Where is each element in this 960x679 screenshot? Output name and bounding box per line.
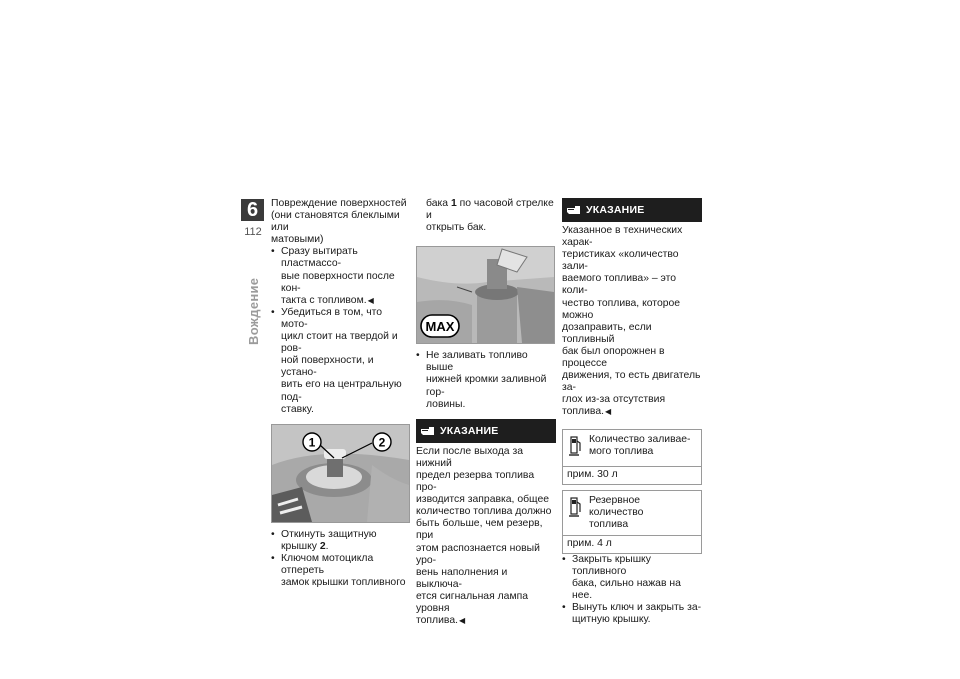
text-line: топлива <box>589 518 629 530</box>
text-line: теристиках «количество зали- <box>562 249 679 273</box>
notice-header <box>416 419 556 443</box>
bullet-item <box>271 307 411 416</box>
text-line: изводится заправка, общее <box>416 494 550 506</box>
text-line: нижней кромки заливной гор- <box>426 374 547 398</box>
text-line: бака, сильно нажав на нее. <box>572 578 681 602</box>
text-line: замок крышки топливного <box>281 577 406 589</box>
text-line: цикл стоит на твердой и ров- <box>281 331 398 355</box>
max-level-label: MAX <box>425 319 455 335</box>
text-line: Не заливать топливо выше <box>426 350 528 374</box>
notice-hand-icon <box>566 203 582 217</box>
text-line: количество топлива должно <box>416 506 552 518</box>
page-number: 112 <box>244 226 262 238</box>
text-line: мого топлива <box>589 445 654 457</box>
text-line: Повреждение поверхностей <box>271 198 407 209</box>
bullet-item <box>271 246 411 306</box>
text-line: такта с топливом. <box>281 294 367 306</box>
text-line: Сразу вытирать пластмассо- <box>281 246 358 270</box>
text-line: глох из-за отсутствия топлива. <box>562 394 666 418</box>
text-line: Откинуть защитную крышку <box>281 528 377 552</box>
text-line: вые поверхности после кон- <box>281 270 395 294</box>
text-line: движения, то есть двигатель за- <box>562 370 701 394</box>
bullet-item <box>271 529 411 553</box>
bullet-item <box>271 553 411 589</box>
text-line: чество топлива, которое можно <box>562 297 681 321</box>
text-line: этом распознается новый уро- <box>416 542 540 566</box>
fuel-pump-icon <box>569 435 582 457</box>
spec-reserve-fuel <box>562 490 702 554</box>
bullet-item <box>562 602 702 626</box>
text-line: матовыми) <box>271 234 324 246</box>
fuel-pump-icon <box>569 496 582 518</box>
reference-number: 2 <box>319 540 326 552</box>
text-line: . <box>325 540 329 552</box>
column-3 <box>562 198 702 627</box>
text-line: ставку. <box>281 403 314 415</box>
text-line: быть больше, чем резерв, при <box>416 518 543 542</box>
text-line: Указанное в технических харак- <box>562 225 683 249</box>
callout-label: 2 <box>378 435 386 450</box>
triangle-end-icon: ◀ <box>367 295 374 305</box>
spec-label <box>563 430 701 467</box>
bullet-item <box>562 554 702 602</box>
text-line: открыть бак. <box>426 222 487 234</box>
triangle-end-icon: ◀ <box>458 616 466 626</box>
text-line: Убедиться в том, что мото- <box>281 306 383 330</box>
bullet-list <box>416 350 556 410</box>
spec-fuel-capacity <box>562 429 702 485</box>
text-line: ловины. <box>426 398 466 410</box>
bullet-list <box>271 529 411 589</box>
text-line: бака <box>426 198 451 209</box>
text-line: ваемого топлива» – это коли- <box>562 273 677 297</box>
spec-value: прим. 4 л <box>567 537 612 549</box>
notice-body <box>416 446 556 627</box>
column-1 <box>271 198 411 589</box>
fuel-cap-photo <box>271 424 410 523</box>
text-line: Количество заливае- <box>589 433 691 445</box>
notice-hand-icon <box>420 424 436 438</box>
text-line: Ключом мотоцикла отпереть <box>281 552 374 576</box>
spec-value: прим. 30 л <box>567 468 618 480</box>
callout-label: 1 <box>308 435 316 450</box>
text-line: бак был опорожнен в процессе <box>562 345 665 370</box>
text-line: вить его на центральную под- <box>281 379 402 403</box>
bullet-list <box>271 246 411 415</box>
text-line: Закрыть крышку топливного <box>572 553 651 578</box>
text-line: дозаправить, если топливный <box>562 321 652 345</box>
text-line: Если после выхода за нижний <box>416 445 523 469</box>
continued-text <box>416 198 556 234</box>
notice-title: УКАЗАНИЕ <box>586 204 645 216</box>
notice-body <box>562 225 702 419</box>
chapter-title: Вождение <box>246 277 261 345</box>
fuel-filler-photo <box>416 246 555 344</box>
text-line: (они становятся блеклыми или <box>271 210 400 234</box>
text-line: топлива. <box>416 615 458 627</box>
notice-title: УКАЗАНИЕ <box>440 424 499 437</box>
text-line: Резервное количество <box>589 494 644 518</box>
text-line: Вынуть ключ и закрыть за- <box>572 602 702 614</box>
text-line: вень наполнения и выключа- <box>416 566 508 590</box>
reference-number: 1 <box>450 198 457 209</box>
bullet-list <box>562 554 702 627</box>
text-line: предел резерва топлива про- <box>416 469 535 494</box>
chapter-number-badge: 6 <box>241 199 264 221</box>
text-line: щитную крышку. <box>572 614 651 626</box>
column-2 <box>416 198 556 627</box>
text-line: ется сигнальная лампа уровня <box>416 590 528 614</box>
text-line: ной поверхности, и устано- <box>281 355 374 379</box>
intro-text <box>271 198 411 246</box>
triangle-end-icon: ◀ <box>604 407 612 417</box>
spec-label <box>563 491 701 536</box>
notice-header <box>562 198 702 222</box>
text-line: по часовой стрелке и <box>426 198 554 222</box>
bullet-item <box>416 350 556 410</box>
